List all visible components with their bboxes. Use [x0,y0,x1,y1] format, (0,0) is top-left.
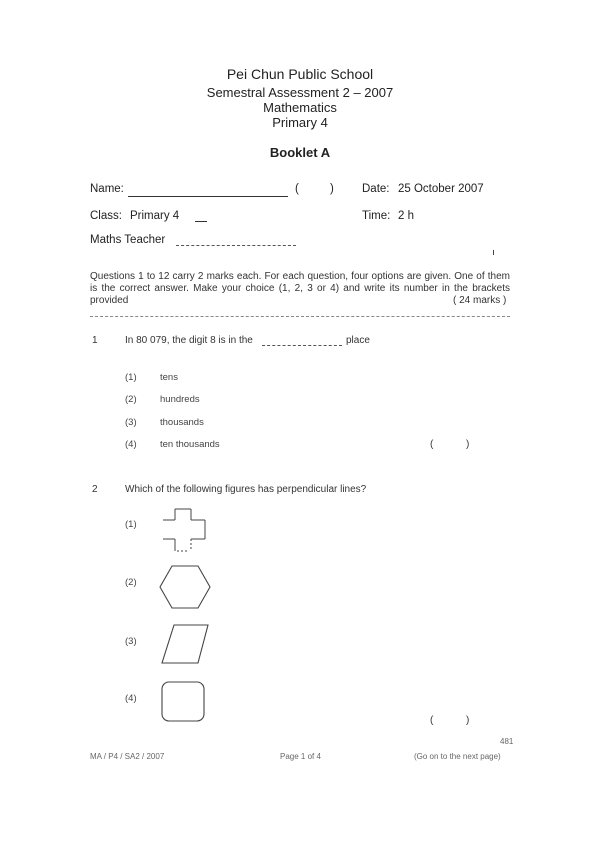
name-label: Name: [90,183,124,195]
option-number: (1) [125,519,137,530]
option-text[interactable]: hundreds [160,394,200,405]
register-paren-open: ( [295,183,299,195]
cross-shape-figure[interactable] [155,505,215,555]
question-stem: Which of the following figures has perpendicular lines? [125,484,367,495]
teacher-label: Maths Teacher [90,234,166,246]
level-title: Primary 4 [272,115,328,130]
answer-blank[interactable] [262,345,342,346]
class-blank[interactable] [195,221,207,222]
total-marks: ( 24 marks ) [453,295,507,306]
option-number: (1) [125,372,137,383]
teacher-blank[interactable] [176,245,296,246]
option-number: (3) [125,636,137,647]
school-name: Pei Chun Public School [226,66,374,82]
option-number: (2) [125,577,137,588]
option-text[interactable]: thousands [160,417,204,428]
booklet-title: Booklet A [269,145,331,160]
rounded-square-figure[interactable] [158,679,210,725]
paper-code: MA / P4 / SA2 / 2007 [90,752,165,761]
name-blank[interactable] [128,196,288,197]
hexagon-figure[interactable] [158,564,214,612]
option-number: (3) [125,417,137,428]
option-number: (4) [125,693,137,704]
parallelogram-figure[interactable] [158,621,214,667]
option-text[interactable]: ten thousands [160,439,220,450]
class-value: Primary 4 [130,210,180,222]
date-value: 25 October 2007 [398,183,484,195]
answer-bracket-close: ) [466,439,470,450]
date-label: Date: [362,183,390,195]
time-label: Time: [362,210,391,222]
next-page-note: (Go on to the next page) [414,752,501,761]
assessment-title: Semestral Assessment 2 – 2007 [206,85,394,100]
option-text[interactable]: tens [160,372,178,383]
class-label: Class: [90,210,122,222]
answer-bracket-open: ( [430,715,434,726]
scan-speck [493,250,494,255]
register-paren-close: ) [330,183,334,195]
page-number: Page 1 of 4 [280,752,321,761]
time-value: 2 h [398,210,414,222]
subject-title: Mathematics [263,100,337,115]
corner-number: 481 [500,737,514,746]
answer-bracket-open: ( [430,439,434,450]
question-stem-start: In 80 079, the digit 8 is in the [125,335,253,346]
question-number: 1 [92,335,98,346]
option-number: (4) [125,439,137,450]
question-stem-end: place [346,335,370,346]
answer-bracket-close: ) [466,715,470,726]
instructions: Questions 1 to 12 carry 2 marks each. For each question, four options are given. One of them is the correct answer. Make your choice (1, 2, 3 or 4) and write its number in the brackets provided [90,271,510,306]
section-divider [90,316,510,317]
question-number: 2 [92,484,98,495]
option-number: (2) [125,394,137,405]
